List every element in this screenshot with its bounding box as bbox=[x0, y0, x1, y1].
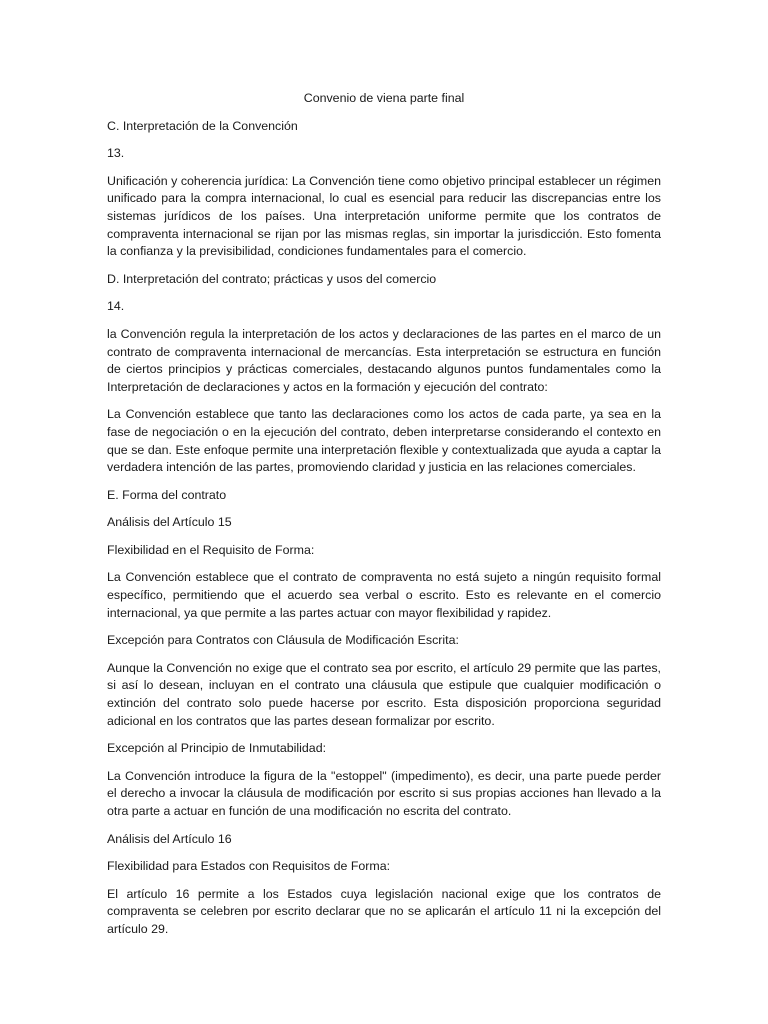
flexibility-form-heading: Flexibilidad en el Requisito de Forma: bbox=[107, 542, 315, 557]
article-16-heading: Análisis del Artículo 16 bbox=[107, 831, 232, 846]
written-modification-heading: Excepción para Contratos con Cláusula de Modificación Escrita: bbox=[107, 633, 459, 648]
article-15-heading: Análisis del Artículo 15 bbox=[107, 515, 232, 530]
document-body bbox=[107, 90, 661, 939]
written-modification-paragraph: Aunque la Convención no exige que el contrato sea por escrito, el artículo 29 permite que las partes, si así lo desean, incluyan en el contrato una cláusula que estipule que cualquier modificación o extinción del contrato solo puede hacerse por escrito. Esta disposición proporciona seguridad adicional en los contratos que las partes desean formalizar por escrito. bbox=[107, 660, 661, 728]
section-d-number: 14. bbox=[107, 299, 125, 314]
immutability-paragraph: La Convención introduce la figura de la "estoppel" (impedimento), es decir, una parte puede perder el derecho a invocar la cláusula de modificación por escrito si sus propias acciones han llevado a la otra parte a actuar en función de una modificación no escrita del contrato. bbox=[107, 768, 661, 818]
immutability-heading: Excepción al Principio de Inmutabilidad: bbox=[107, 741, 327, 756]
section-c-number: 13. bbox=[107, 146, 125, 161]
states-form-paragraph: El artículo 16 permite a los Estados cuya legislación nacional exige que los contratos de compraventa se celebren por escrito declarar que no se aplicarán el artículo 11 ni la excepción del artículo 29. bbox=[107, 886, 661, 936]
states-form-heading: Flexibilidad para Estados con Requisitos de Forma: bbox=[107, 859, 391, 874]
section-c-paragraph: Unificación y coherencia jurídica: La Convención tiene como objetivo principal establecer un régimen unificado para la compra internacional, lo cual es esencial para reducir las discrepancias entre los sistemas jurídicos de los países. Una interpretación uniforme permite que los contratos de compraventa internacional se rijan por las mismas reglas, sin importar la jurisdicción. Esto fomenta la confianza y la previsibilidad, condiciones fundamentales para el comercio. bbox=[107, 173, 661, 259]
section-c-heading: C. Interpretación de la Convención bbox=[107, 118, 298, 133]
section-d-paragraph-2: La Convención establece que tanto las declaraciones como los actos de cada parte, ya sea en la fase de negociación o en la ejecución del contrato, deben interpretarse considerando el contexto en que se dan. Este enfoque permite una interpretación flexible y contextualizada que ayuda a captar la verdadera intención de las partes, promoviendo claridad y justicia en las relaciones comerciales. bbox=[107, 407, 661, 475]
section-d-paragraph-1: la Convención regula la interpretación de los actos y declaraciones de las partes en el marco de un contrato de compraventa internacional de mercancías. Esta interpretación se estructura en función de ciertos principios y prácticas comerciales, destacando algunos puntos fundamentales como la Interpretación de declaraciones y actos en la formación y ejecución del contrato: bbox=[107, 326, 661, 394]
section-d-heading: D. Interpretación del contrato; prácticas y usos del comercio bbox=[107, 271, 437, 286]
document-title: Convenio de viena parte final bbox=[303, 91, 465, 105]
flexibility-form-paragraph: La Convención establece que el contrato de compraventa no está sujeto a ningún requisito formal específico, permitiendo que el acuerdo sea verbal o escrito. Esto es relevante en el comercio internacional, ya que permite a las partes actuar con mayor flexibilidad y rapidez. bbox=[107, 570, 661, 620]
section-e-heading: E. Forma del contrato bbox=[107, 487, 227, 502]
